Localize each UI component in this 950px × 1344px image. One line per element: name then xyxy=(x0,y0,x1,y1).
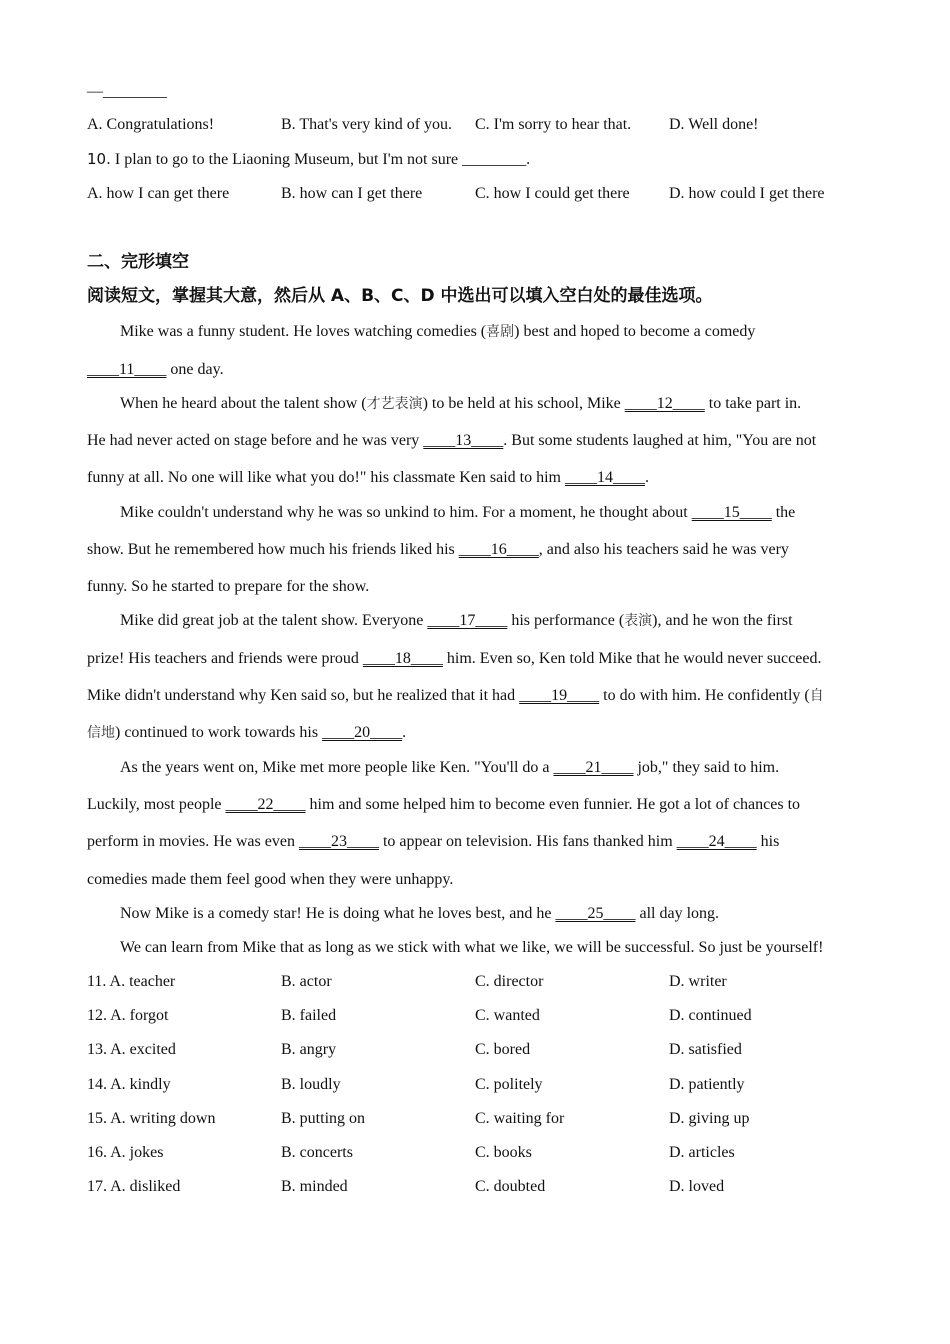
q10-option-a: A. how I can get there xyxy=(87,185,230,202)
passage-line-12 xyxy=(87,723,862,743)
question-12 xyxy=(87,1006,862,1026)
option-d: D. patiently xyxy=(669,1076,745,1093)
option-a: 16. A. jokes xyxy=(87,1144,164,1161)
blank-12: ____12____ xyxy=(624,395,705,412)
passage-line-5 xyxy=(87,468,862,488)
text: job," they said to him. xyxy=(633,759,780,776)
passage-line-13 xyxy=(87,758,895,778)
q10-option-d: D. how could I get there xyxy=(669,185,825,202)
text: to do with him. He confidently ( xyxy=(599,687,810,704)
section-instruction: 阅读短文，掌握其大意，然后从 A、B、C、D 中选出可以填入空白处的最佳选项。 xyxy=(87,286,713,306)
blank-17: ____17____ xyxy=(427,612,508,629)
option-d: D. giving up xyxy=(669,1110,750,1127)
text: Mike was a funny student. He loves watching comedies ( xyxy=(120,323,487,340)
passage-line-8 xyxy=(87,577,862,597)
option-d: D. loved xyxy=(669,1178,725,1195)
section-title: 二、完形填空 xyxy=(87,252,189,272)
passage-line-3 xyxy=(87,394,895,414)
text: When he heard about the talent show ( xyxy=(120,395,367,412)
option-a: 11. A. teacher xyxy=(87,973,176,990)
option-a: 15. A. writing down xyxy=(87,1110,216,1127)
q9-option-a: A. Congratulations! xyxy=(87,116,215,133)
text: Now Mike is a comedy star! He is doing what he loves best, and he xyxy=(120,905,556,922)
text: one day. xyxy=(166,361,224,378)
option-c: C. bored xyxy=(475,1041,531,1058)
blank-19: ____19____ xyxy=(519,687,600,704)
text: Mike couldn't understand why he was so unkind to him. For a moment, he thought about xyxy=(120,504,692,521)
q10-stem: I plan to go to the Liaoning Museum, but I'm not sure ________. xyxy=(110,151,531,168)
chinese-gloss: 自 xyxy=(809,688,824,704)
passage-line-14 xyxy=(87,795,862,815)
blank-16: ____16____ xyxy=(458,541,539,558)
option-a: 17. A. disliked xyxy=(87,1178,181,1195)
q9-option-b: B. That's very kind of you. xyxy=(281,116,453,133)
passage-line-17 xyxy=(87,904,895,924)
option-d: D. satisfied xyxy=(669,1041,742,1058)
text: . xyxy=(402,724,407,741)
question-16 xyxy=(87,1143,862,1163)
question-13 xyxy=(87,1040,862,1060)
option-b: B. actor xyxy=(281,973,332,990)
option-c: C. director xyxy=(475,973,544,990)
blank-13: ____13____ xyxy=(423,432,504,449)
passage-line-7 xyxy=(87,540,862,560)
text: comedies made them feel good when they were unhappy. xyxy=(87,871,454,888)
passage-line-15 xyxy=(87,832,862,852)
text: his performance ( xyxy=(507,612,625,629)
option-c: C. wanted xyxy=(475,1007,540,1024)
q10-stem-line xyxy=(87,149,530,170)
passage-line-9 xyxy=(87,611,895,631)
blank-14: ____14____ xyxy=(565,469,645,486)
q9-dialog-line: —________ xyxy=(87,83,167,100)
chinese-gloss: 喜剧 xyxy=(486,324,515,340)
q9-option-c: C. I'm sorry to hear that. xyxy=(475,116,632,133)
option-b: B. failed xyxy=(281,1007,337,1024)
text: As the years went on, Mike met more people like Ken. "You'll do a xyxy=(120,759,554,776)
blank-23: ____23____ xyxy=(298,833,379,850)
text: prize! His teachers and friends were proud xyxy=(87,650,363,667)
passage-line-11 xyxy=(87,686,862,706)
blank-20: ____20____ xyxy=(322,724,403,741)
text: to appear on television. His fans thanked him xyxy=(378,833,677,850)
text: funny at all. No one will like what you do!" his classmate Ken said to him xyxy=(87,469,565,486)
option-a: 12. A. forgot xyxy=(87,1007,169,1024)
text: We can learn from Mike that as long as we stick with what we like, we will be successful. So just be yourself! xyxy=(120,939,824,956)
question-17 xyxy=(87,1177,862,1197)
chinese-gloss: 表演 xyxy=(624,613,653,629)
option-c: C. politely xyxy=(475,1076,543,1093)
text: perform in movies. He was even xyxy=(87,833,299,850)
text: him. Even so, Ken told Mike that he would never succeed. xyxy=(442,650,822,667)
text: him and some helped him to become even funnier. He got a lot of chances to xyxy=(305,796,801,813)
option-c: C. waiting for xyxy=(475,1110,565,1127)
text: ) to be held at his school, Mike xyxy=(422,395,625,412)
blank-15: ____15____ xyxy=(691,504,772,521)
text: to take part in. xyxy=(704,395,802,412)
text: Mike didn't understand why Ken said so, but he realized that it had xyxy=(87,687,520,704)
blank-11: ____11____ xyxy=(87,361,167,378)
blank-22: ____22____ xyxy=(225,796,306,813)
q10-options xyxy=(87,184,862,204)
option-b: B. minded xyxy=(281,1178,348,1195)
blank-24: ____24____ xyxy=(676,833,757,850)
option-a: 14. A. kindly xyxy=(87,1076,171,1093)
option-b: B. concerts xyxy=(281,1144,353,1161)
option-d: D. continued xyxy=(669,1007,752,1024)
text: the xyxy=(771,504,796,521)
text: ), and he won the first xyxy=(652,612,793,629)
chinese-gloss: 才艺表演 xyxy=(366,396,423,412)
question-14 xyxy=(87,1075,862,1095)
option-a: 13. A. excited xyxy=(87,1041,176,1058)
option-c: C. books xyxy=(475,1144,532,1161)
option-d: D. writer xyxy=(669,973,727,990)
passage-line-6 xyxy=(87,503,895,523)
passage-line-2 xyxy=(87,360,862,380)
q9-option-d: D. Well done! xyxy=(669,116,759,133)
question-11 xyxy=(87,972,862,992)
passage-line-16 xyxy=(87,870,862,890)
text: his xyxy=(756,833,780,850)
text: . But some students laughed at him, "You are not xyxy=(503,432,817,449)
option-b: B. angry xyxy=(281,1041,337,1058)
text: . xyxy=(645,469,649,486)
passage-line-18 xyxy=(87,938,895,958)
q10-option-c: C. how I could get there xyxy=(475,185,630,202)
option-b: B. loudly xyxy=(281,1076,341,1093)
text: ) continued to work towards his xyxy=(115,724,323,741)
text: He had never acted on stage before and he was very xyxy=(87,432,424,449)
blank-18: ____18____ xyxy=(362,650,443,667)
question-15 xyxy=(87,1109,862,1129)
text: show. But he remembered how much his friends liked his xyxy=(87,541,459,558)
text: , and also his teachers said he was very xyxy=(538,541,789,558)
q9-options xyxy=(87,115,862,135)
option-c: C. doubted xyxy=(475,1178,546,1195)
passage-line-1 xyxy=(87,322,895,342)
text: ) best and hoped to become a comedy xyxy=(514,323,756,340)
passage-line-4 xyxy=(87,431,862,451)
passage-line-10 xyxy=(87,649,862,669)
option-d: D. articles xyxy=(669,1144,735,1161)
option-b: B. putting on xyxy=(281,1110,366,1127)
text: Luckily, most people xyxy=(87,796,226,813)
q10-number: 10. xyxy=(87,150,111,168)
text: Mike did great job at the talent show. Everyone xyxy=(120,612,428,629)
chinese-gloss: 信地 xyxy=(87,725,115,741)
text: funny. So he started to prepare for the show. xyxy=(87,578,370,595)
blank-21: ____21____ xyxy=(553,759,634,776)
text: all day long. xyxy=(635,905,720,922)
blank-25: ____25____ xyxy=(555,905,636,922)
q10-option-b: B. how can I get there xyxy=(281,185,423,202)
